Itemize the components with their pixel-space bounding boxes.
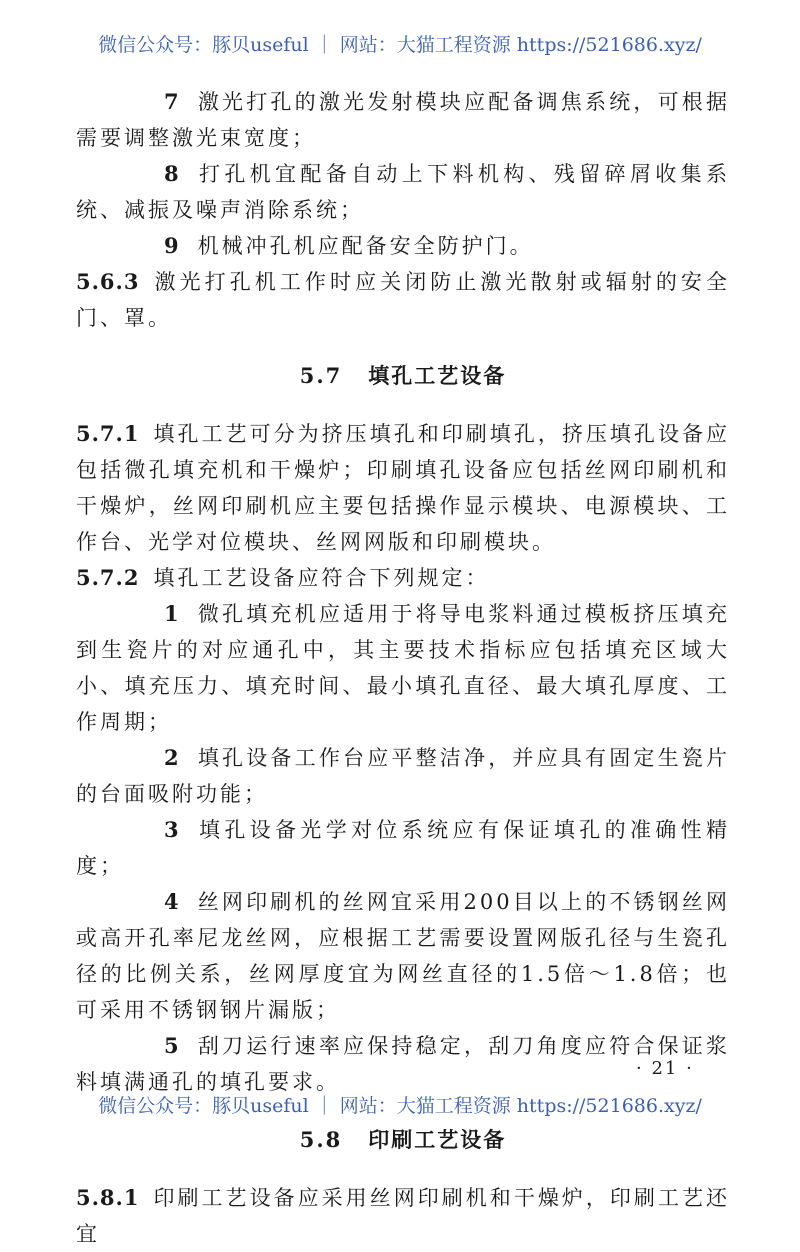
list-item: 7 激光打孔的激光发射模块应配备调焦系统，可根据需要调整激光束宽度； (76, 89, 730, 150)
list-item: 8 打孔机宜配备自动上下料机构、残留碎屑收集系统、减振及噪声消除系统； (76, 161, 730, 222)
watermark-top: 微信公众号：豚贝useful ｜ 网站：大猫工程资源 https://521686.xyz/ (98, 34, 702, 56)
clause-paragraph: 5.8.1 印刷工艺设备应采用丝网印刷机和干燥炉，印刷工艺还宜 (76, 1185, 730, 1246)
section-heading: 5.8 印刷工艺设备 (299, 1127, 507, 1152)
watermark-bottom: 微信公众号：豚贝useful ｜ 网站：大猫工程资源 https://521686.xyz/ (98, 1095, 702, 1117)
clause-paragraph: 5.6.3 激光打孔机工作时应关闭防止激光散射或辐射的安全门、罩。 (76, 269, 730, 330)
clause-paragraph: 5.7.2 填孔工艺设备应符合下列规定： (76, 565, 490, 590)
clause-paragraph: 5.7.1 填孔工艺可分为挤压填孔和印刷填孔，挤压填孔设备应包括微孔填充机和干燥炉；印刷填孔设备应包括丝网印刷机和干燥炉，丝网印刷机应主要包括操作显示模块、电源模块、工作台、光学对位模块、丝网网版和印刷模块。 (76, 421, 730, 554)
list-item: 9 机械冲孔机应配备安全防护门。 (164, 233, 534, 258)
document-body (76, 84, 730, 1252)
list-item: 1 微孔填充机应适用于将导电浆料通过模板挤压填充到生瓷片的对应通孔中，其主要技术指标应包括填充区域大小、填充压力、填充时间、最小填孔直径、最大填孔厚度、工作周期； (76, 601, 730, 734)
list-item: 5 刮刀运行速率应保持稳定，刮刀角度应符合保证浆料填满通孔的填孔要求。 (76, 1033, 730, 1094)
list-item: 4 丝网印刷机的丝网宜采用200目以上的不锈钢丝网或高开孔率尼龙丝网，应根据工艺需要设置网版孔径与生瓷孔径的比例关系，丝网厚度宜为网丝直径的1.5倍～1.8倍；也可采用不锈钢钢片漏版； (76, 889, 730, 1022)
section-heading: 5.7 填孔工艺设备 (299, 363, 507, 388)
list-item: 3 填孔设备光学对位系统应有保证填孔的准确性精度； (76, 817, 730, 878)
page-number: · 21 · (636, 1058, 694, 1079)
list-item: 2 填孔设备工作台应平整洁净，并应具有固定生瓷片的台面吸附功能； (76, 745, 730, 806)
